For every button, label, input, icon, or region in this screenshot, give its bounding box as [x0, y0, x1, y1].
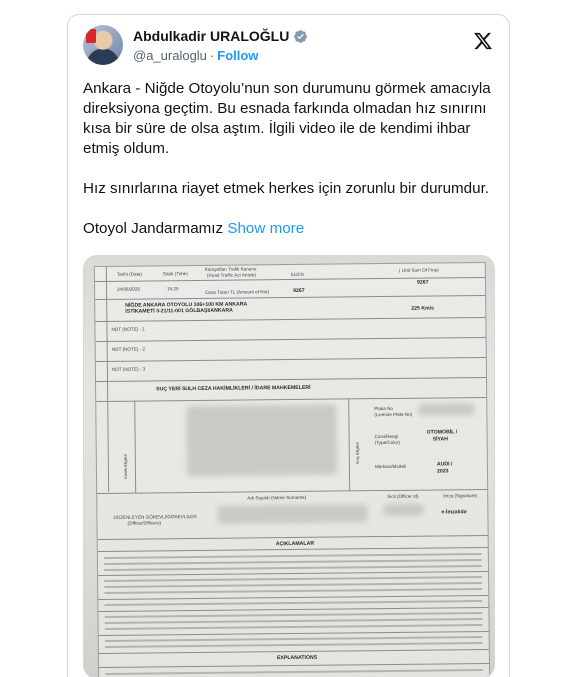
verified-badge-icon	[293, 29, 308, 44]
doc-siyah: SİYAH	[432, 436, 449, 443]
doc-madde: (Road Traffic Act Article)	[206, 272, 257, 278]
fine-print-line	[105, 618, 483, 624]
tweet-media-image[interactable]	[83, 255, 495, 677]
fine-print-line	[105, 642, 483, 648]
doc-not-2: NOT (NOTE) - 2	[111, 346, 146, 352]
tweet-text	[83, 79, 498, 239]
document-left-band	[95, 267, 109, 492]
tweet-last-line-text: Otoyol Jandarmamız	[83, 220, 224, 237]
doc-location: NİĞDE ANKARA OTOYOLU 106+100 KM ANKARA	[125, 301, 248, 309]
doc-amount-2: 9267	[416, 279, 429, 286]
x-logo-icon[interactable]	[473, 31, 493, 51]
tweet-paragraph-2: Hız sınırlarına riayet etmek herkes için zorunlu bir durumdur.	[83, 180, 490, 197]
redacted-officer	[217, 504, 367, 524]
doc-explanations: EXPLANATIONS	[276, 654, 318, 662]
fine-print-line	[104, 600, 482, 606]
doc-rule	[98, 607, 488, 612]
doc-plaka-sub: (License Plate No)	[374, 411, 413, 418]
fine-print-line	[104, 559, 482, 565]
doc-suc-yeri: SUÇ YERİ SULH CEZA HAKİMLİKLERİ / İDARE MAHKEMELERİ	[156, 384, 311, 393]
fine-print-line	[104, 553, 482, 559]
doc-cins-sub: (Type/Color)	[374, 439, 400, 446]
redacted-plate	[418, 403, 474, 416]
doc-vline	[348, 398, 350, 490]
doc-amount: 9267	[293, 287, 305, 294]
doc-article-code: 51/2-b	[290, 271, 304, 278]
doc-ceza-label: Ceza Tutarı TL (Amount of fine)	[205, 289, 270, 295]
tweet-card	[67, 14, 510, 677]
doc-rule	[97, 489, 487, 494]
doc-sicil-label: Sicil (Officer Id)	[387, 493, 419, 500]
doc-location-2: İSTİKAMETİ 3-21/11-001 GÖLBAŞI/ANKARA	[125, 307, 233, 315]
doc-plaka-label: Plaka No	[374, 405, 393, 412]
doc-rule	[99, 649, 489, 654]
fine-print-line	[104, 588, 482, 594]
doc-e-imza: e-İmzalıdır	[441, 509, 468, 516]
doc-rule	[98, 571, 488, 576]
doc-speed: 225 Km/s	[411, 305, 435, 312]
fine-print-line	[104, 582, 482, 588]
tweet-last-line	[83, 219, 498, 239]
handle-row	[133, 48, 258, 63]
doc-rule	[98, 595, 488, 600]
author-display-name[interactable]: Abdulkadir URALOĞLU	[133, 28, 290, 44]
fine-print-line	[105, 669, 483, 675]
doc-not-3: NOT (NOTE) - 3	[111, 366, 146, 372]
doc-adi-label: Adı Soyadı (Name Surname)	[247, 494, 307, 501]
doc-rule	[96, 397, 486, 402]
fine-print-line	[104, 612, 482, 618]
doc-officer-sub: (Officer/Officers)	[127, 520, 162, 526]
redacted-officer-id	[383, 504, 423, 516]
doc-time-label: Saati (Time)	[162, 271, 188, 277]
doc-kimlik-bilgileri: Kimlik Bilgileri	[122, 454, 129, 479]
doc-rule	[95, 295, 485, 300]
fine-print-line	[104, 576, 482, 582]
doc-date-value: 24/08/2025	[117, 286, 141, 292]
doc-rule	[98, 535, 488, 540]
doc-not-1: NOT (NOTE) - 1	[111, 326, 145, 332]
fine-print-line	[105, 636, 483, 642]
avatar[interactable]	[83, 25, 123, 65]
fine-print-line	[105, 624, 483, 630]
doc-time-value: 15:25	[167, 286, 179, 292]
doc-rule	[95, 317, 485, 322]
redacted-identity	[186, 405, 337, 477]
doc-rule	[96, 337, 486, 342]
doc-rule	[96, 357, 486, 362]
doc-cins-label: Cinsi/Rengi	[374, 433, 399, 440]
traffic-ticket-document	[94, 262, 490, 677]
show-more-link[interactable]: Show more	[227, 220, 305, 237]
tweet-header	[83, 25, 497, 67]
author-name-row	[133, 28, 308, 44]
doc-duzenleyen: DÜZENLEYEN GÖREVLİ/GÖREVLİLER	[113, 514, 197, 520]
doc-rule	[98, 547, 488, 552]
fine-print-line	[104, 565, 482, 571]
doc-year: 2023	[436, 468, 449, 475]
doc-audi: AUDI /	[436, 461, 453, 468]
doc-marka-label: Markası/Modeli	[374, 463, 407, 470]
doc-date-label: Tarihi (Date)	[116, 271, 142, 277]
doc-rule	[96, 377, 486, 382]
doc-aciklamalar: AÇIKLAMALAR	[275, 540, 315, 548]
doc-karayollari: Karayolları Trafik Kanunu	[204, 266, 257, 272]
doc-fine-title: ( Ural Sum Of Fine)	[398, 267, 439, 273]
doc-rule	[99, 663, 489, 668]
doc-vline	[134, 401, 136, 493]
doc-rule	[99, 631, 489, 636]
separator-dot: ·	[209, 48, 215, 63]
follow-button[interactable]: Follow	[217, 48, 259, 63]
author-handle[interactable]: @a_uraloglu	[133, 48, 207, 63]
doc-otomobil: OTOMOBİL /	[426, 429, 458, 436]
tweet-paragraph-1: Ankara - Niğde Otoyolu’nun son durumunu görmek amacıyla direksiyona geçtim. Bu esnada farkında olmadan hız sınırını kısa bir süre de olsa aştım. İlgili video ile de kendimi ihbar etmiş oldum.	[83, 80, 491, 157]
doc-arac-bilgileri: Araç Bilgileri	[354, 442, 360, 465]
doc-imza-label: İmza (Signature)	[443, 493, 478, 499]
